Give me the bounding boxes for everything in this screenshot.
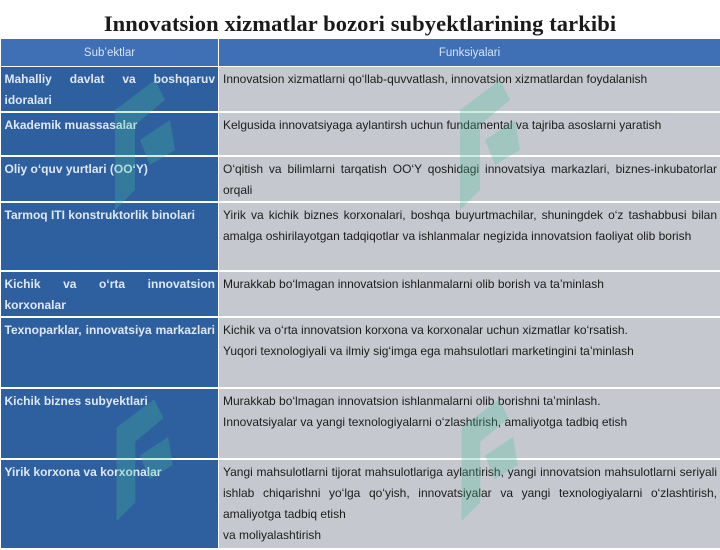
table-header-row <box>1 39 720 67</box>
header-functions: Funksiyalari <box>219 39 720 67</box>
header-subjects: Sub’ektlar <box>1 39 219 67</box>
table-row <box>1 388 720 459</box>
table-row <box>1 459 720 549</box>
table-row <box>1 202 720 271</box>
subject-cell: Mahalliy davlat va boshqaruv idoralari <box>1 67 219 113</box>
function-cell: Murakkab bo‘lmagan innovatsion ishlanmalarni olib borish va ta’minlash <box>219 271 720 317</box>
table-row <box>1 271 720 317</box>
function-cell: Yangi mahsulotlarni tijorat mahsulotlariga aylantirish, yangi innovatsion mahsulotlarni seriyali ishlab chiqarishni yo‘lga qo‘yish, innovatsiyalar va yangi texnologiyalarni o‘zlashtirish, amaliyotga tadbiq etish va moliyalashtirish <box>219 459 720 549</box>
subject-cell: Oliy o‘quv yurtlari (OO‘Y) <box>1 156 219 202</box>
subject-cell: Akademik muassasalar <box>1 112 219 156</box>
subject-cell: Kichik biznes subyektlari <box>1 388 219 459</box>
function-cell: Murakkab bo‘lmagan innovatsion ishlanmalarni olib borishni ta’minlash. Innovatsiyalar va yangi texnologiyalarni o‘zlashtirish, amaliyotga tadbiq etish <box>219 388 720 459</box>
subjects-table <box>0 38 720 550</box>
table-row <box>1 317 720 388</box>
subject-cell: Tarmoq ITI konstruktorlik binolari <box>1 202 219 271</box>
function-cell: O‘qitish va bilimlarni tarqatish OO‘Y qoshidagi innovatsiya markazlari, biznes-inkubatorlar orqali <box>219 156 720 202</box>
page-title: Innovatsion xizmatlar bozori subyektlarining tarkibi <box>0 0 720 38</box>
subject-cell: Texnoparklar, innovatsiya markazlari <box>1 317 219 388</box>
subject-cell: Kichik va o‘rta innovatsion korxonalar <box>1 271 219 317</box>
table-row <box>1 156 720 202</box>
table-row <box>1 67 720 113</box>
table-row <box>1 112 720 156</box>
subject-cell: Yirik korxona va korxonalar <box>1 459 219 549</box>
function-cell: Innovatsion xizmatlarni qo‘llab-quvvatlash, innovatsion xizmatlardan foydalanish <box>219 67 720 113</box>
function-cell: Yirik va kichik biznes korxonalari, boshqa buyurtmachilar, shuningdek o‘z tashabbusi bilan amalga oshirilayotgan tadqiqotlar va ishlanmalar negizida innovatsion faoliyat olib borish <box>219 202 720 271</box>
function-cell: Kichik va o‘rta innovatsion korxona va korxonalar uchun xizmatlar ko‘rsatish. Yuqori texnologiyali va ilmiy sig‘imga ega mahsulotlari marketingini ta’minlash <box>219 317 720 388</box>
function-cell: Kelgusida innovatsiyaga aylantirsh uchun fundamental va tajriba asoslarni yaratish <box>219 112 720 156</box>
